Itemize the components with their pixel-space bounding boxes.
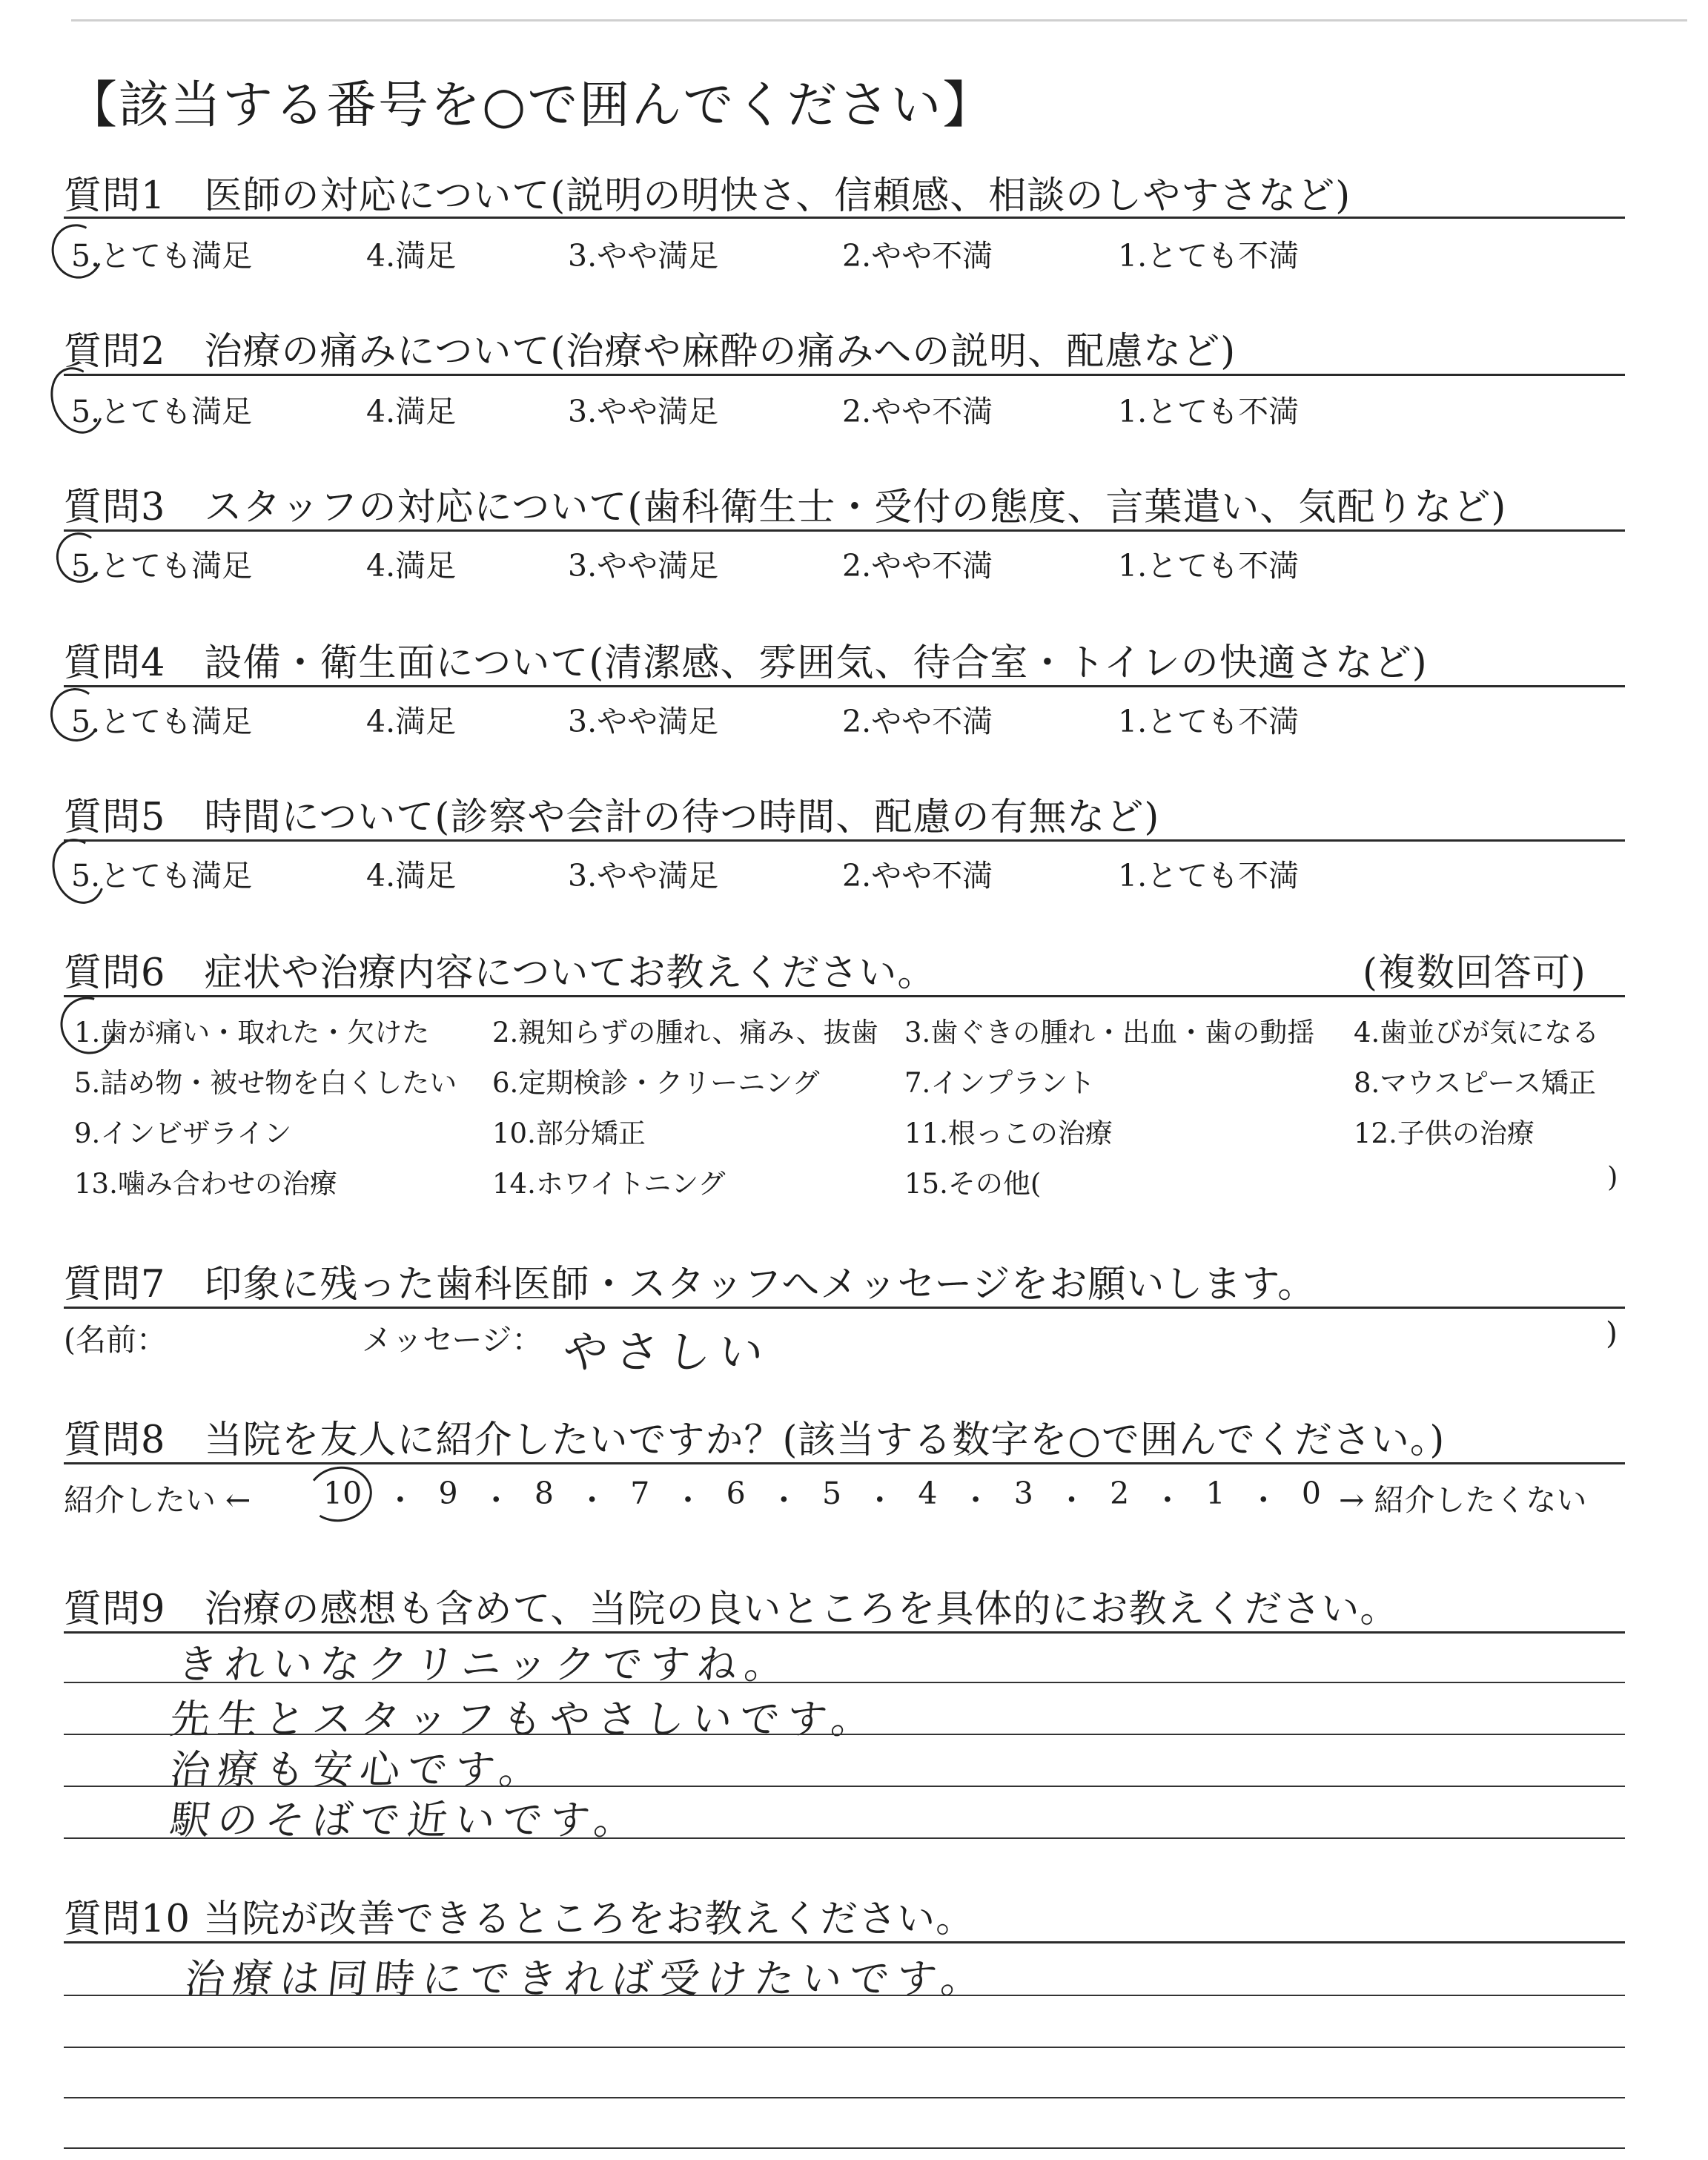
q3-option-5[interactable]: 5.とても満足 — [71, 548, 253, 584]
q8-value-9[interactable]: 9 — [438, 1476, 458, 1511]
q9-answer-line-2[interactable]: 先生とスタッフもやさしいです。 — [168, 1696, 881, 1743]
q6-option-10[interactable]: 10.部分矯正 — [492, 1117, 646, 1149]
question-5-label: 質問5 時間について(診察や会計の待つ時間、配慮の有無など) — [64, 796, 1160, 839]
q1-option-1[interactable]: 1.とても不満 — [1118, 238, 1300, 274]
question-4-label: 質問4 設備・衛生面について(清潔感、雰囲気、待合室・トイレの快適さなど) — [64, 641, 1428, 685]
q8-separator: ・ — [1056, 1482, 1087, 1518]
q8-separator: ・ — [385, 1482, 416, 1518]
q5-option-3[interactable]: 3.やや満足 — [568, 858, 719, 894]
question-8-label: 質問8 当院を友人に紹介したいですか？(該当する数字を○で囲んでください。) — [64, 1418, 1446, 1462]
q8-separator: ・ — [672, 1482, 704, 1518]
q3-option-3[interactable]: 3.やや満足 — [568, 548, 719, 584]
question-7-rule — [64, 1307, 1625, 1309]
q8-separator: ・ — [768, 1482, 799, 1518]
q6-option-12[interactable]: 12.子供の治療 — [1354, 1117, 1535, 1149]
q6-option-14[interactable]: 14.ホワイトニング — [492, 1168, 726, 1200]
q8-value-7[interactable]: 7 — [630, 1476, 650, 1511]
q7-message-label: メッセージ： — [362, 1322, 543, 1358]
q4-option-2[interactable]: 2.やや不満 — [842, 704, 993, 739]
q8-separator: ・ — [960, 1482, 991, 1518]
q10-writing-line — [64, 2147, 1625, 2149]
q1-selection-circle — [44, 217, 110, 286]
q7-name-label: (名前： — [64, 1322, 167, 1358]
q1-option-4[interactable]: 4.満足 — [366, 238, 457, 274]
q8-separator: ・ — [864, 1482, 896, 1518]
q6-option-11[interactable]: 11.根っこの治療 — [904, 1117, 1113, 1149]
q8-value-4[interactable]: 4 — [918, 1476, 938, 1511]
question-10-label: 質問10 当院が改善できるところをお教えください。 — [64, 1898, 975, 1941]
question-10-rule — [64, 1941, 1625, 1943]
q8-separator: ・ — [1152, 1482, 1183, 1518]
q8-scale — [323, 1476, 1321, 1518]
q7-close-paren: ) — [1606, 1315, 1618, 1351]
q8-value-2[interactable]: 2 — [1110, 1476, 1130, 1511]
q4-option-5[interactable]: 5.とても満足 — [71, 704, 253, 739]
q6-option-3[interactable]: 3.歯ぐきの腫れ・出血・歯の動揺 — [904, 1017, 1315, 1048]
q6-option-2[interactable]: 2.親知らずの腫れ、痛み、抜歯 — [492, 1017, 878, 1048]
question-3-rule — [64, 529, 1625, 532]
q9-answer-line-4[interactable]: 駅のそばで近いです。 — [168, 1797, 644, 1843]
q8-separator: ・ — [480, 1482, 512, 1518]
question-2-rule — [64, 374, 1625, 376]
q1-option-5[interactable]: 5.とても満足 — [71, 238, 253, 274]
q2-option-1[interactable]: 1.とても不満 — [1118, 394, 1300, 429]
question-4-rule — [64, 685, 1625, 687]
q6-option-4[interactable]: 4.歯並びが気になる — [1354, 1017, 1600, 1048]
question-7-label: 質問7 印象に残った歯科医師・スタッフへメッセージをお願いします。 — [64, 1263, 1317, 1307]
q2-option-2[interactable]: 2.やや不満 — [842, 394, 993, 429]
q9-writing-line — [64, 1837, 1625, 1839]
q2-option-4[interactable]: 4.満足 — [366, 394, 457, 429]
page-title: 【該当する番号を○で囲んでください】 — [67, 76, 995, 135]
question-2-label: 質問2 治療の痛みについて(治療や麻酔の痛みへの説明、配慮など) — [64, 330, 1237, 374]
q6-option-1[interactable]: 1.歯が痛い・取れた・欠けた — [74, 1017, 430, 1048]
q2-option-5[interactable]: 5.とても満足 — [71, 394, 253, 429]
q10-answer-line-1[interactable]: 治療は同時にできれば受けたいです。 — [182, 1955, 991, 2002]
question-8-rule — [64, 1462, 1625, 1464]
q8-value-1[interactable]: 1 — [1205, 1476, 1225, 1511]
q8-separator: ・ — [1248, 1482, 1279, 1518]
question-1-rule — [64, 217, 1625, 219]
q6-option-8[interactable]: 8.マウスピース矯正 — [1354, 1067, 1596, 1099]
q8-separator: ・ — [577, 1482, 608, 1518]
q6-option-6[interactable]: 6.定期検診・クリーニング — [492, 1067, 820, 1099]
question-6-rule — [64, 995, 1625, 997]
q6-option-9[interactable]: 9.インビザライン — [74, 1117, 292, 1149]
q6-option-5[interactable]: 5.詰め物・被せ物を白くしたい — [74, 1067, 457, 1099]
q2-option-3[interactable]: 3.やや満足 — [568, 394, 719, 429]
q8-value-5[interactable]: 5 — [821, 1476, 842, 1511]
question-6-label: 質問6 症状や治療内容についてお教えください。 — [64, 951, 936, 995]
question-5-rule — [64, 839, 1625, 842]
q6-option-7[interactable]: 7.インプラント — [904, 1067, 1096, 1099]
q5-option-4[interactable]: 4.満足 — [366, 858, 457, 894]
q9-answer-line-3[interactable]: 治療も安心です。 — [168, 1746, 549, 1793]
q9-answer-line-1[interactable]: きれいなクリニックですね。 — [175, 1641, 795, 1688]
q7-message-value[interactable]: やさしい — [560, 1327, 774, 1378]
q9-writing-line — [64, 1734, 1625, 1735]
q1-option-2[interactable]: 2.やや不満 — [842, 238, 993, 274]
q8-value-6[interactable]: 6 — [726, 1476, 746, 1511]
q8-value-8[interactable]: 8 — [534, 1476, 554, 1511]
q8-value-10[interactable]: 10 — [323, 1476, 363, 1511]
q8-value-0[interactable]: 0 — [1301, 1476, 1321, 1511]
q6-option-15[interactable]: 15.その他( — [904, 1168, 1042, 1200]
q8-selection-circle — [302, 1462, 377, 1527]
q9-writing-line — [64, 1682, 1625, 1683]
q1-option-3[interactable]: 3.やや満足 — [568, 238, 719, 274]
q10-writing-line — [64, 2047, 1625, 2048]
question-6-note: (複数回答可) — [1363, 951, 1586, 995]
q4-option-3[interactable]: 3.やや満足 — [568, 704, 719, 739]
q8-value-3[interactable]: 3 — [1013, 1476, 1033, 1511]
q6-other-close: ) — [1607, 1161, 1618, 1193]
q6-option-13[interactable]: 13.噛み合わせの治療 — [74, 1168, 337, 1200]
question-3-label: 質問3 スタッフの対応について(歯科衛生士・受付の態度、言葉遣い、気配りなど) — [64, 486, 1507, 529]
q5-option-2[interactable]: 2.やや不満 — [842, 858, 993, 894]
q6-selection-circle — [50, 987, 126, 1065]
q5-option-1[interactable]: 1.とても不満 — [1118, 858, 1300, 894]
q10-writing-line — [64, 1995, 1625, 1996]
question-1-label: 質問1 医師の対応について(説明の明快さ、信頼感、相談のしやすさなど) — [64, 174, 1351, 218]
q8-right-label: → 紹介したくない — [1339, 1482, 1587, 1518]
q10-writing-line — [64, 2097, 1625, 2098]
q4-option-1[interactable]: 1.とても不満 — [1118, 704, 1300, 739]
q3-option-4[interactable]: 4.満足 — [366, 548, 457, 584]
page-border — [71, 19, 1687, 22]
q5-option-5[interactable]: 5.とても満足 — [71, 858, 253, 894]
q8-left-label: 紹介したい ← — [64, 1482, 251, 1518]
q3-option-2[interactable]: 2.やや不満 — [842, 548, 993, 584]
question-9-label: 質問9 治療の感想も含めて、当院の良いところを具体的にお教えください。 — [64, 1588, 1399, 1631]
q5-selection-circle — [44, 831, 114, 911]
q3-option-1[interactable]: 1.とても不満 — [1118, 548, 1300, 584]
q4-option-4[interactable]: 4.満足 — [366, 704, 457, 739]
q9-writing-line — [64, 1786, 1625, 1787]
